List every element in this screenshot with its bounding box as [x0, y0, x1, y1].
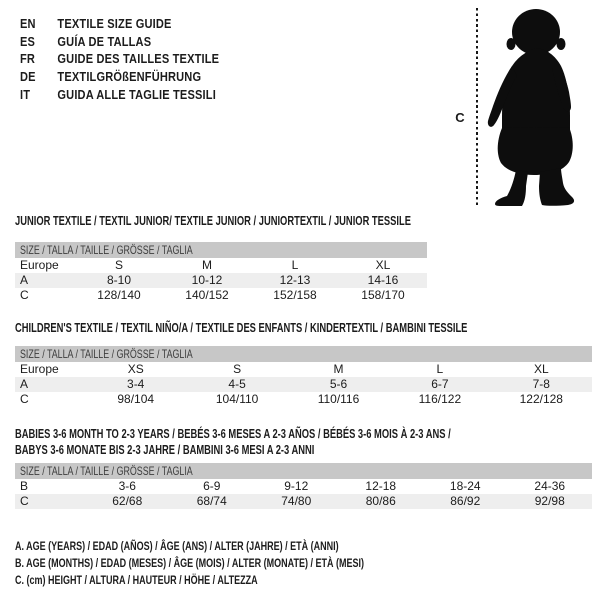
row-label: B: [20, 479, 29, 493]
size-header-bar: [15, 242, 427, 258]
language-label: TEXTILGRÖßENFÜHRUNG: [57, 69, 202, 85]
table-row-age: [15, 273, 427, 288]
height-cell: 80/86: [365, 494, 396, 508]
babies-size-table: [15, 463, 592, 509]
height-cell: 128/140: [97, 288, 141, 302]
size-header-label: SIZE / TALLA / TAILLE / GRÖSSE / TAGLIA: [20, 464, 193, 478]
junior-section-title-text: JUNIOR TEXTILE / TEXTIL JUNIOR/ TEXTILE JUNIOR / JUNIORTEXTIL / JUNIOR TESSILE: [15, 213, 411, 228]
age-cell: 24-36: [534, 479, 566, 493]
language-label: GUIDE DES TAILLES TEXTILE: [57, 51, 220, 67]
language-title-block: [20, 15, 219, 103]
table-row-height: [15, 494, 592, 509]
age-cell: 4-5: [228, 377, 246, 391]
legend-text: C. (cm) HEIGHT / ALTURA / HAUTEUR / HÖHE / ALTEZZA: [15, 573, 258, 587]
row-label: C: [20, 392, 29, 406]
language-code: DE: [20, 69, 36, 85]
language-code: EN: [20, 16, 36, 32]
height-cell: 86/92: [450, 494, 481, 508]
size-header-bar: [15, 346, 592, 362]
language-row-fr: [20, 50, 219, 68]
age-cell: 10-12: [191, 273, 223, 287]
age-cell: 7-8: [532, 377, 550, 391]
height-cell: 116/122: [418, 392, 462, 406]
table-row-europe: [15, 362, 592, 377]
age-cell: 12-18: [365, 479, 397, 493]
language-row-de: [20, 68, 219, 86]
size-cell: S: [233, 362, 242, 376]
size-cell: L: [291, 258, 299, 272]
size-cell: M: [202, 258, 212, 272]
age-cell: 14-16: [367, 273, 399, 287]
age-cell: 6-7: [431, 377, 449, 391]
age-cell: 8-10: [106, 273, 132, 287]
language-row-en: [20, 15, 219, 33]
size-cell: XL: [533, 362, 549, 376]
legend-text: B. AGE (MONTHS) / EDAD (MESES) / ÂGE (MOIS) / ALTER (MONATE) / ETÀ (MESI): [15, 556, 364, 570]
table-row-age: [15, 377, 592, 392]
age-cell: 9-12: [284, 479, 309, 493]
height-cell: 92/98: [534, 494, 565, 508]
legend-text: A. AGE (YEARS) / EDAD (AÑOS) / ÂGE (ANS) / ALTER (JAHRE) / ETÀ (ANNI): [15, 539, 339, 553]
size-cell: XS: [127, 362, 144, 376]
table-row-height: [15, 288, 427, 303]
age-cell: 3-4: [127, 377, 145, 391]
height-cell: 98/104: [117, 392, 155, 406]
language-code: FR: [20, 51, 36, 67]
height-cell: 104/110: [215, 392, 259, 406]
language-code: IT: [20, 86, 31, 102]
table-row-height: [15, 392, 592, 407]
language-code: ES: [20, 33, 36, 49]
babies-section-title-line1: [15, 427, 600, 441]
size-cell: XL: [375, 258, 391, 272]
size-header-label: SIZE / TALLA / TAILLE / GRÖSSE / TAGLIA: [20, 243, 193, 257]
row-label: C: [20, 494, 29, 508]
height-measure-dotted-line: [476, 8, 478, 207]
size-header-label: SIZE / TALLA / TAILLE / GRÖSSE / TAGLIA: [20, 347, 193, 361]
row-label: C: [20, 288, 29, 302]
language-row-it: [20, 85, 219, 103]
legend-line-b: [15, 556, 480, 570]
size-header-bar: [15, 463, 592, 479]
size-cell: S: [114, 258, 123, 272]
junior-section-title: [15, 214, 565, 228]
babies-section-title-text: BABYS 3-6 MONATE BIS 2-3 JAHRE / BAMBINI 3-6 MESI A 2-3 ANNI: [15, 442, 315, 457]
junior-size-table: [15, 242, 427, 303]
age-cell: 6-9: [203, 479, 221, 493]
size-cell: M: [333, 362, 344, 376]
language-label: TEXTILE SIZE GUIDE: [57, 16, 172, 32]
height-cell: 158/170: [361, 288, 405, 302]
table-row-europe: [15, 258, 427, 273]
height-cell: 110/116: [317, 392, 360, 406]
row-label: A: [20, 273, 29, 287]
height-cell: 122/128: [519, 392, 563, 406]
size-cell: L: [436, 362, 444, 376]
height-cell: 68/74: [196, 494, 227, 508]
language-row-es: [20, 33, 219, 51]
children-size-table: [15, 346, 592, 407]
age-cell: 12-13: [279, 273, 311, 287]
children-section-title: [15, 321, 600, 335]
age-cell: 18-24: [449, 479, 481, 493]
children-section-title-text: CHILDREN'S TEXTILE / TEXTIL NIÑO/A / TEXTILE DES ENFANTS / KINDERTEXTIL / BAMBINI TESSILE: [15, 320, 468, 335]
height-measure-label: C: [455, 110, 465, 125]
row-label: A: [20, 377, 29, 391]
legend-line-a: [15, 539, 447, 553]
height-cell: 62/68: [112, 494, 143, 508]
height-cell: 152/158: [273, 288, 317, 302]
babies-section-title-line2: [15, 443, 431, 457]
height-cell: 74/80: [281, 494, 312, 508]
row-label: Europe: [20, 258, 59, 272]
height-cell: 140/152: [185, 288, 229, 302]
age-cell: 3-6: [118, 479, 136, 493]
row-label: Europe: [20, 362, 59, 376]
babies-section-title-text: BABIES 3-6 MONTH TO 2-3 YEARS / BEBÉS 3-6 MESES A 2-3 AÑOS / BÉBÉS 3-6 MOIS À 2-3 ANS /: [15, 426, 451, 441]
baby-silhouette-icon: [484, 8, 584, 206]
legend-line-c: [15, 573, 339, 587]
age-cell: 5-6: [329, 377, 348, 391]
table-row-age-months: [15, 479, 592, 494]
language-label: GUÍA DE TALLAS: [57, 33, 152, 49]
language-label: GUIDA ALLE TAGLIE TESSILI: [57, 86, 216, 102]
